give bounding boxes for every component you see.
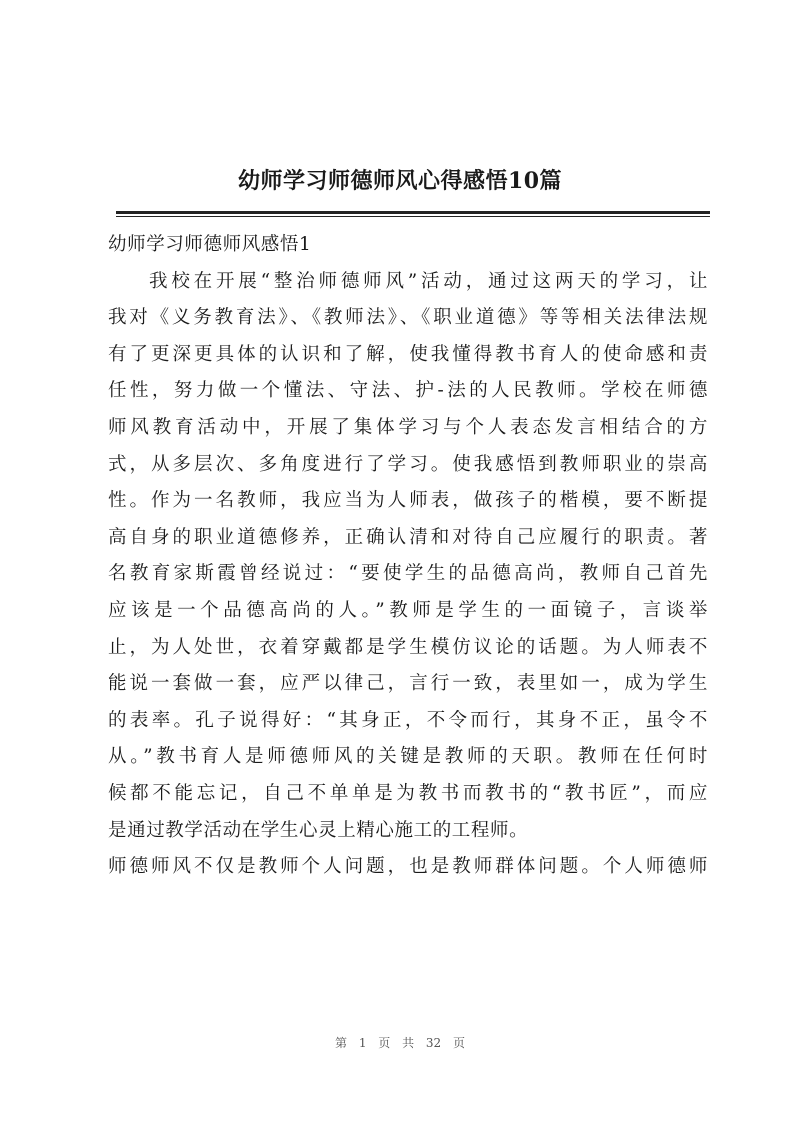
section-heading: 幼师学习师德师风感悟1: [108, 234, 312, 255]
paragraph-line: 是通过教学活动在学生心灵上精心施工的工程师。: [108, 819, 529, 841]
title-divider-thick: [116, 211, 710, 214]
title-divider-thin: [116, 216, 710, 217]
paragraph-line: 任性，努力做一个懂法、守法、护-法的人民教师。学校在师德: [108, 380, 708, 402]
paragraph-line: 式，从多层次、多角度进行了学习。使我感悟到教师职业的崇高: [108, 453, 708, 475]
paragraph-line: 师德师风不仅是教师个人问题，也是教师群体问题。个人师德师: [108, 856, 708, 878]
paragraph-line: 的表率。孔子说得好：“其身正，不令而行，其身不正，虽令不: [108, 709, 708, 731]
paragraph-line: 应该是一个品德高尚的人。”教师是学生的一面镜子，言谈举: [108, 599, 708, 621]
paragraph-line: 能说一套做一套，应严以律己，言行一致，表里如一，成为学生: [108, 673, 708, 695]
document-title: 幼师学习师德师风心得感悟10篇: [237, 168, 563, 194]
paragraph-line: 我校在开展“整治师德师风”活动，通过这两天的学习，让: [149, 270, 708, 292]
paragraph-line: 名教育家斯霞曾经说过：“要使学生的品德高尚，教师自己首先: [108, 563, 708, 585]
paragraph-line: 止，为人处世，衣着穿戴都是学生模仿议论的话题。为人师表不: [108, 636, 708, 658]
paragraph-line: 从。”教书育人是师德师风的关键是教师的天职。教师在任何时: [108, 746, 708, 768]
page-number-footer: 第 1 页 共 32 页: [335, 1036, 465, 1050]
paragraph-line: 师风教育活动中，开展了集体学习与个人表态发言相结合的方: [108, 416, 708, 438]
paragraph-line: 候都不能忘记，自己不单单是为教书而教书的“教书匠”，而应: [108, 782, 708, 804]
paragraph-line: 有了更深更具体的认识和了解，使我懂得教书育人的使命感和责: [108, 343, 708, 365]
document-body: [108, 227, 708, 886]
paragraph-line: 我对《义务教育法》、《教师法》、《职业道德》等等相关法律法规: [108, 307, 708, 329]
paragraph-line: 性。作为一名教师，我应当为人师表，做孩子的楷模，要不断提: [108, 490, 708, 512]
paragraph-line: 高自身的职业道德修养，正确认清和对待自己应履行的职责。著: [108, 526, 708, 548]
